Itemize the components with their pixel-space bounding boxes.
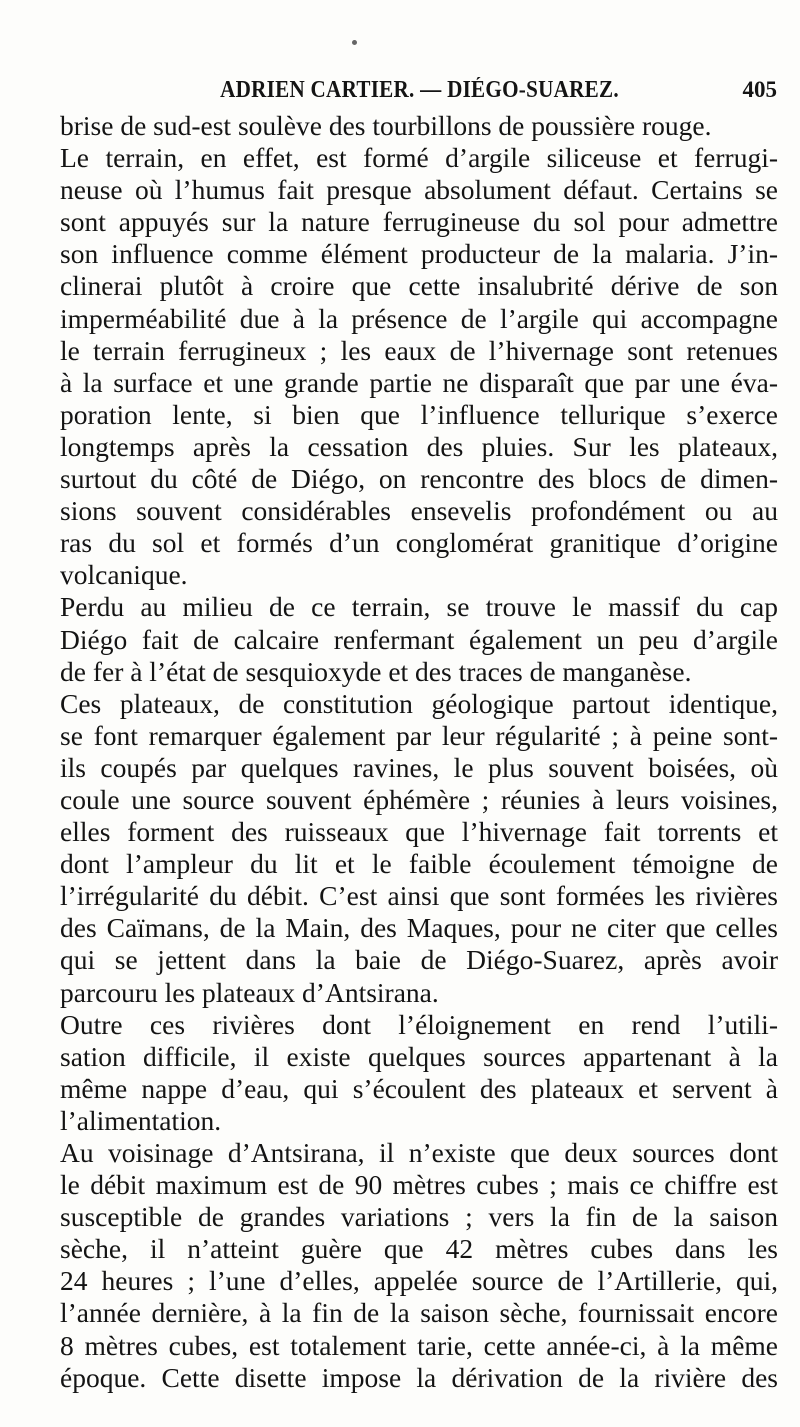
text-line: sèche, il n’atteint guère que 42 mètres cubes dans les xyxy=(60,1233,778,1265)
text-line: 8 mètres cubes, est totalement tarie, cette année-ci, à la même xyxy=(60,1329,778,1361)
text-line: sont appuyés sur la nature ferrugineuse du sol pour admettre xyxy=(60,206,778,238)
text-line: Outre ces rivières dont l’éloignement en rend l’utili- xyxy=(60,1008,778,1040)
text-line: susceptible de grandes variations ; vers la fin de la saison xyxy=(60,1201,778,1233)
text-line: à la surface et une grande partie ne disparaît que par une éva- xyxy=(60,366,778,398)
text-line: clinerai plutôt à croire que cette insalubrité dérive de son xyxy=(60,270,778,302)
text-line: longtemps après la cessation des pluies. Sur les plateaux, xyxy=(60,430,778,462)
running-head: ADRIEN CARTIER. — DIÉGO-SUAREZ. xyxy=(220,76,619,103)
text-line: le terrain ferrugineux ; les eaux de l’hivernage sont retenues xyxy=(60,334,778,366)
text-line: sation difficile, il existe quelques sources appartenant à la xyxy=(60,1040,778,1072)
text-line: se font remarquer également par leur régularité ; à peine sont- xyxy=(60,719,778,751)
text-line: ils coupés par quelques ravines, le plus souvent boisées, où xyxy=(60,751,778,783)
text-line: Perdu au milieu de ce terrain, se trouve le massif du cap xyxy=(60,591,778,623)
text-line: sions souvent considérables ensevelis profondément ou au xyxy=(60,495,778,527)
text-line: 24 heures ; l’une d’elles, appelée source de l’Artillerie, qui, xyxy=(60,1265,778,1297)
text-line: même nappe d’eau, qui s’écoulent des plateaux et servent à xyxy=(60,1072,778,1104)
text-line: neuse où l’humus fait presque absolument défaut. Certains se xyxy=(60,174,778,206)
text-line: brise de sud-est soulève des tourbillons de poussière rouge. xyxy=(60,110,712,141)
text-line: surtout du côté de Diégo, on rencontre des blocs de dimen- xyxy=(60,463,778,495)
text-line: époque. Cette disette impose la dérivation de la rivière des xyxy=(60,1361,778,1393)
text-line: ras du sol et formés d’un conglomérat granitique d’origine xyxy=(60,527,778,559)
text-line: le débit maximum est de 90 mètres cubes ; mais ce chiffre est xyxy=(60,1169,778,1201)
text-line: l’alimentation. xyxy=(60,1104,222,1136)
page-header xyxy=(62,72,777,108)
print-speck xyxy=(352,40,357,45)
text-line: dont l’ampleur du lit et le faible écoulement témoigne de xyxy=(60,848,778,880)
text-line: son influence comme élément producteur de la malaria. J’in- xyxy=(60,238,778,270)
text-line: coule une source souvent éphémère ; réunies à leurs voisines, xyxy=(60,783,778,815)
text-line: poration lente, si bien que l’influence tellurique s’exerce xyxy=(60,398,778,430)
page-number: 405 xyxy=(742,77,777,102)
text-line: elles forment des ruisseaux que l’hivernage fait torrents et xyxy=(60,816,778,848)
text-line: Au voisinage d’Antsirana, il n’existe que deux sources dont xyxy=(60,1137,778,1168)
text-line: l’irrégularité du débit. C’est ainsi que sont formées les rivières xyxy=(60,880,778,912)
text-line: qui se jettent dans la baie de Diégo-Suarez, après avoir xyxy=(60,944,778,976)
text-line: de fer à l’état de sesquioxyde et des traces de manganèse. xyxy=(60,655,692,687)
text-line: volcanique. xyxy=(60,559,188,591)
text-line: Diégo fait de calcaire renfermant également un peu d’argile xyxy=(60,623,778,655)
text-line: l’année dernière, à la fin de la saison sèche, fournissait encore xyxy=(60,1297,778,1329)
text-line: des Caïmans, de la Main, des Maques, pour ne citer que celles xyxy=(60,912,778,944)
text-line: Ces plateaux, de constitution géologique partout identique, xyxy=(60,687,778,719)
text-line: parcouru les plateaux d’Antsirana. xyxy=(60,976,439,1008)
text-line: imperméabilité due à la présence de l’argile qui accompagne xyxy=(60,302,778,334)
body-text xyxy=(60,110,778,1394)
text-line: Le terrain, en effet, est formé d’argile siliceuse et ferrugi- xyxy=(60,142,778,174)
